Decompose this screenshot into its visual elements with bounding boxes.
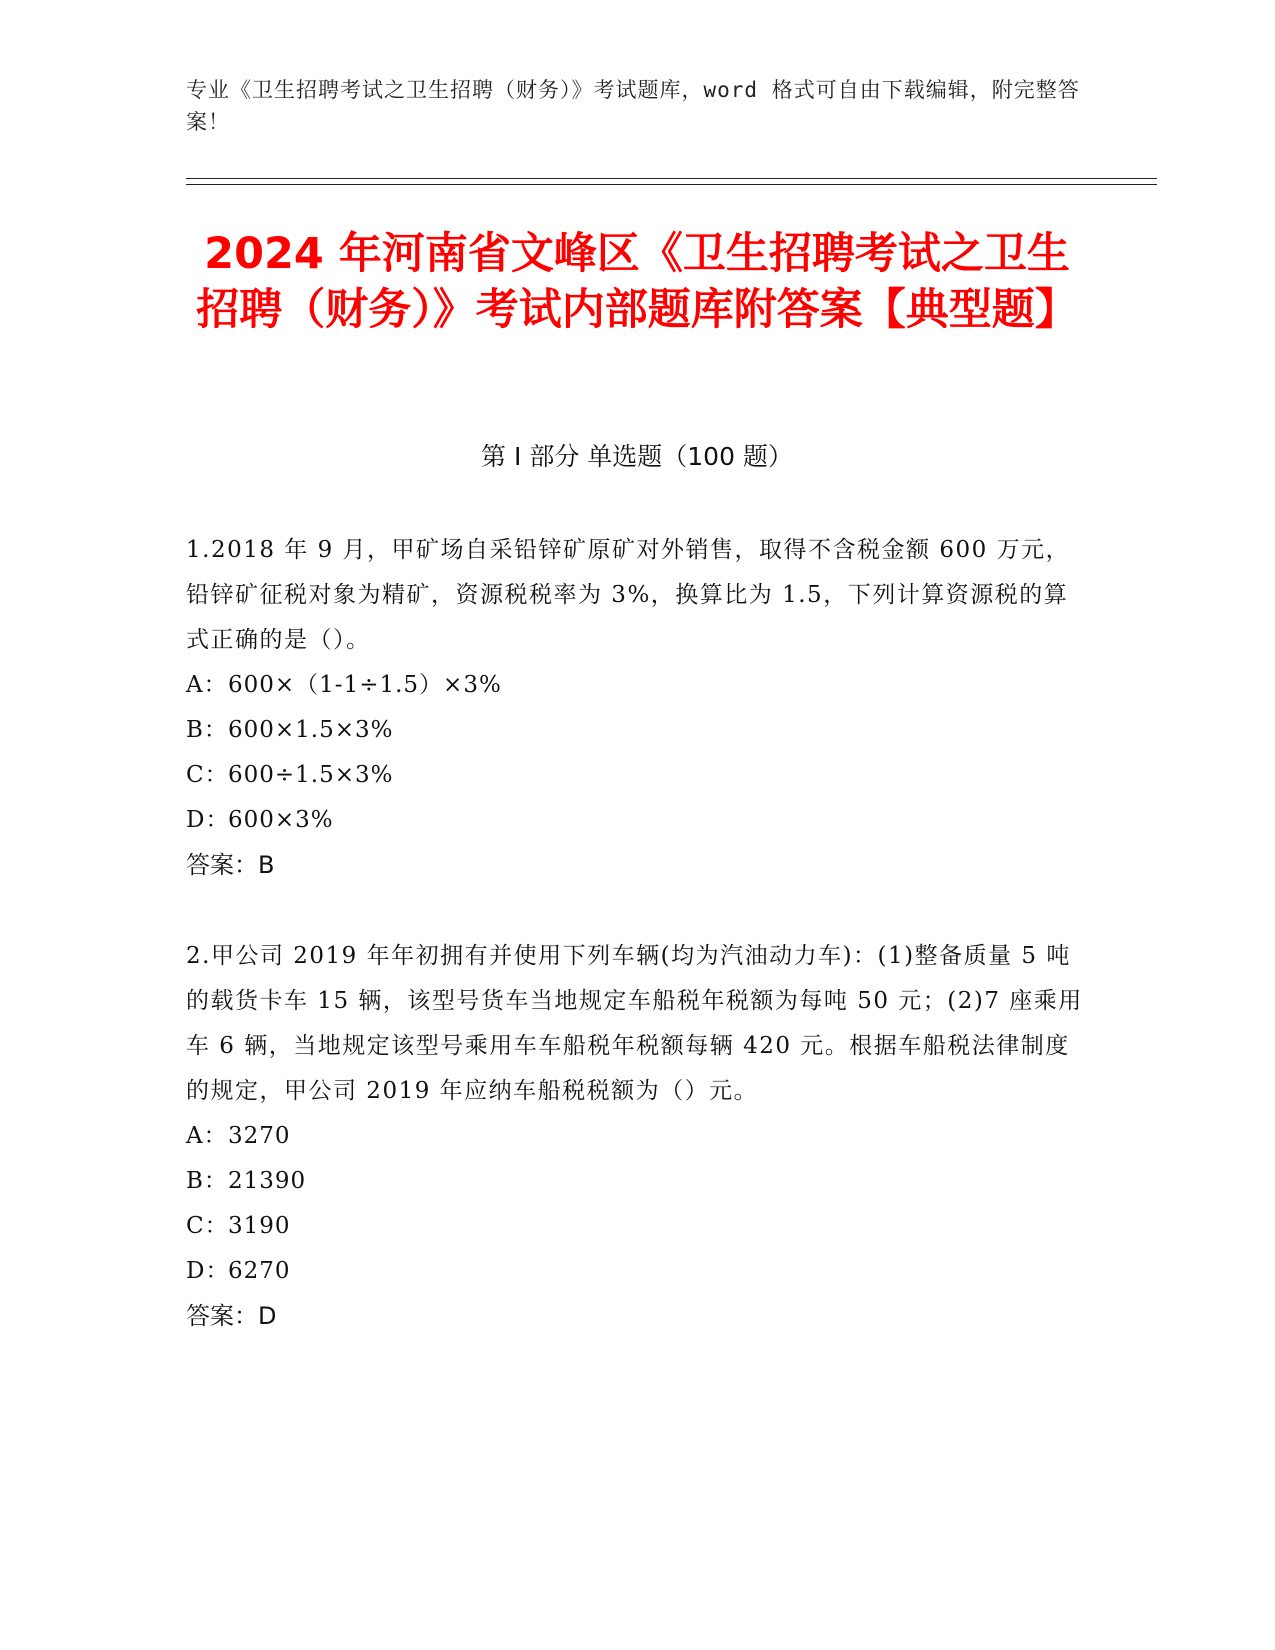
option-key: B： [186, 717, 228, 743]
option-key: B： [186, 1168, 228, 1194]
option-b [186, 1159, 1086, 1204]
option-key: A： [186, 1123, 228, 1149]
header-divider-bottom [186, 184, 1157, 185]
option-d [186, 1249, 1086, 1294]
option-key: D： [186, 1258, 230, 1284]
option-text: 6270 [228, 1258, 291, 1284]
section-heading: 第 I 部分 单选题（100 题） [481, 442, 793, 471]
option-text: 3270 [228, 1123, 291, 1149]
question-stem: 1.2018 年 9 月，甲矿场自采铅锌矿原矿对外销售，取得不含税金额 600 万元，铅锌矿征税对象为精矿，资源税税率为 3%，换算比为 1.5，下列计算资源税的算式正确的是（）。 [186, 537, 1071, 653]
option-text: 21390 [228, 1168, 307, 1194]
option-b [186, 708, 1086, 753]
question-1 [186, 528, 1086, 888]
option-d [186, 798, 1086, 843]
answer-line: 答案：D [186, 1302, 277, 1330]
header-divider-top [186, 178, 1157, 179]
option-text: 600×3% [228, 807, 334, 833]
option-text: 600×1.5×3% [228, 717, 394, 743]
question-stem: 2.甲公司 2019 年年初拥有并使用下列车辆(均为汽油动力车)：(1)整备质量 5 吨的载货卡车 15 辆，该型号货车当地规定车船税年税额为每吨 50 元；(2)7 座乘用车 6 辆，当地规定该型号乘用车车船税年税额每辆 420 元。根据车船税法律制度的规定，甲公司 2019 年应纳车船税税额为（）元。 [186, 943, 1083, 1104]
option-c [186, 753, 1086, 798]
option-text: 600÷1.5×3% [228, 762, 394, 788]
option-text: 3190 [228, 1213, 291, 1239]
document-title: 2024 年河南省文峰区《卫生招聘考试之卫生招聘（财务）》考试内部题库附答案【典型题】 [196, 229, 1078, 335]
option-a [186, 663, 1086, 708]
option-c [186, 1204, 1086, 1249]
option-a [186, 1114, 1086, 1159]
header-note: 专业《卫生招聘考试之卫生招聘（财务）》考试题库，word 格式可自由下载编辑，附完整答案！ [186, 78, 1080, 134]
option-key: A： [186, 672, 228, 698]
option-key: C： [186, 762, 229, 788]
question-2 [186, 934, 1086, 1339]
option-text: 600×（1-1÷1.5）×3% [228, 672, 502, 698]
option-key: C： [186, 1213, 229, 1239]
answer-line: 答案：B [186, 851, 275, 879]
option-key: D： [186, 807, 230, 833]
